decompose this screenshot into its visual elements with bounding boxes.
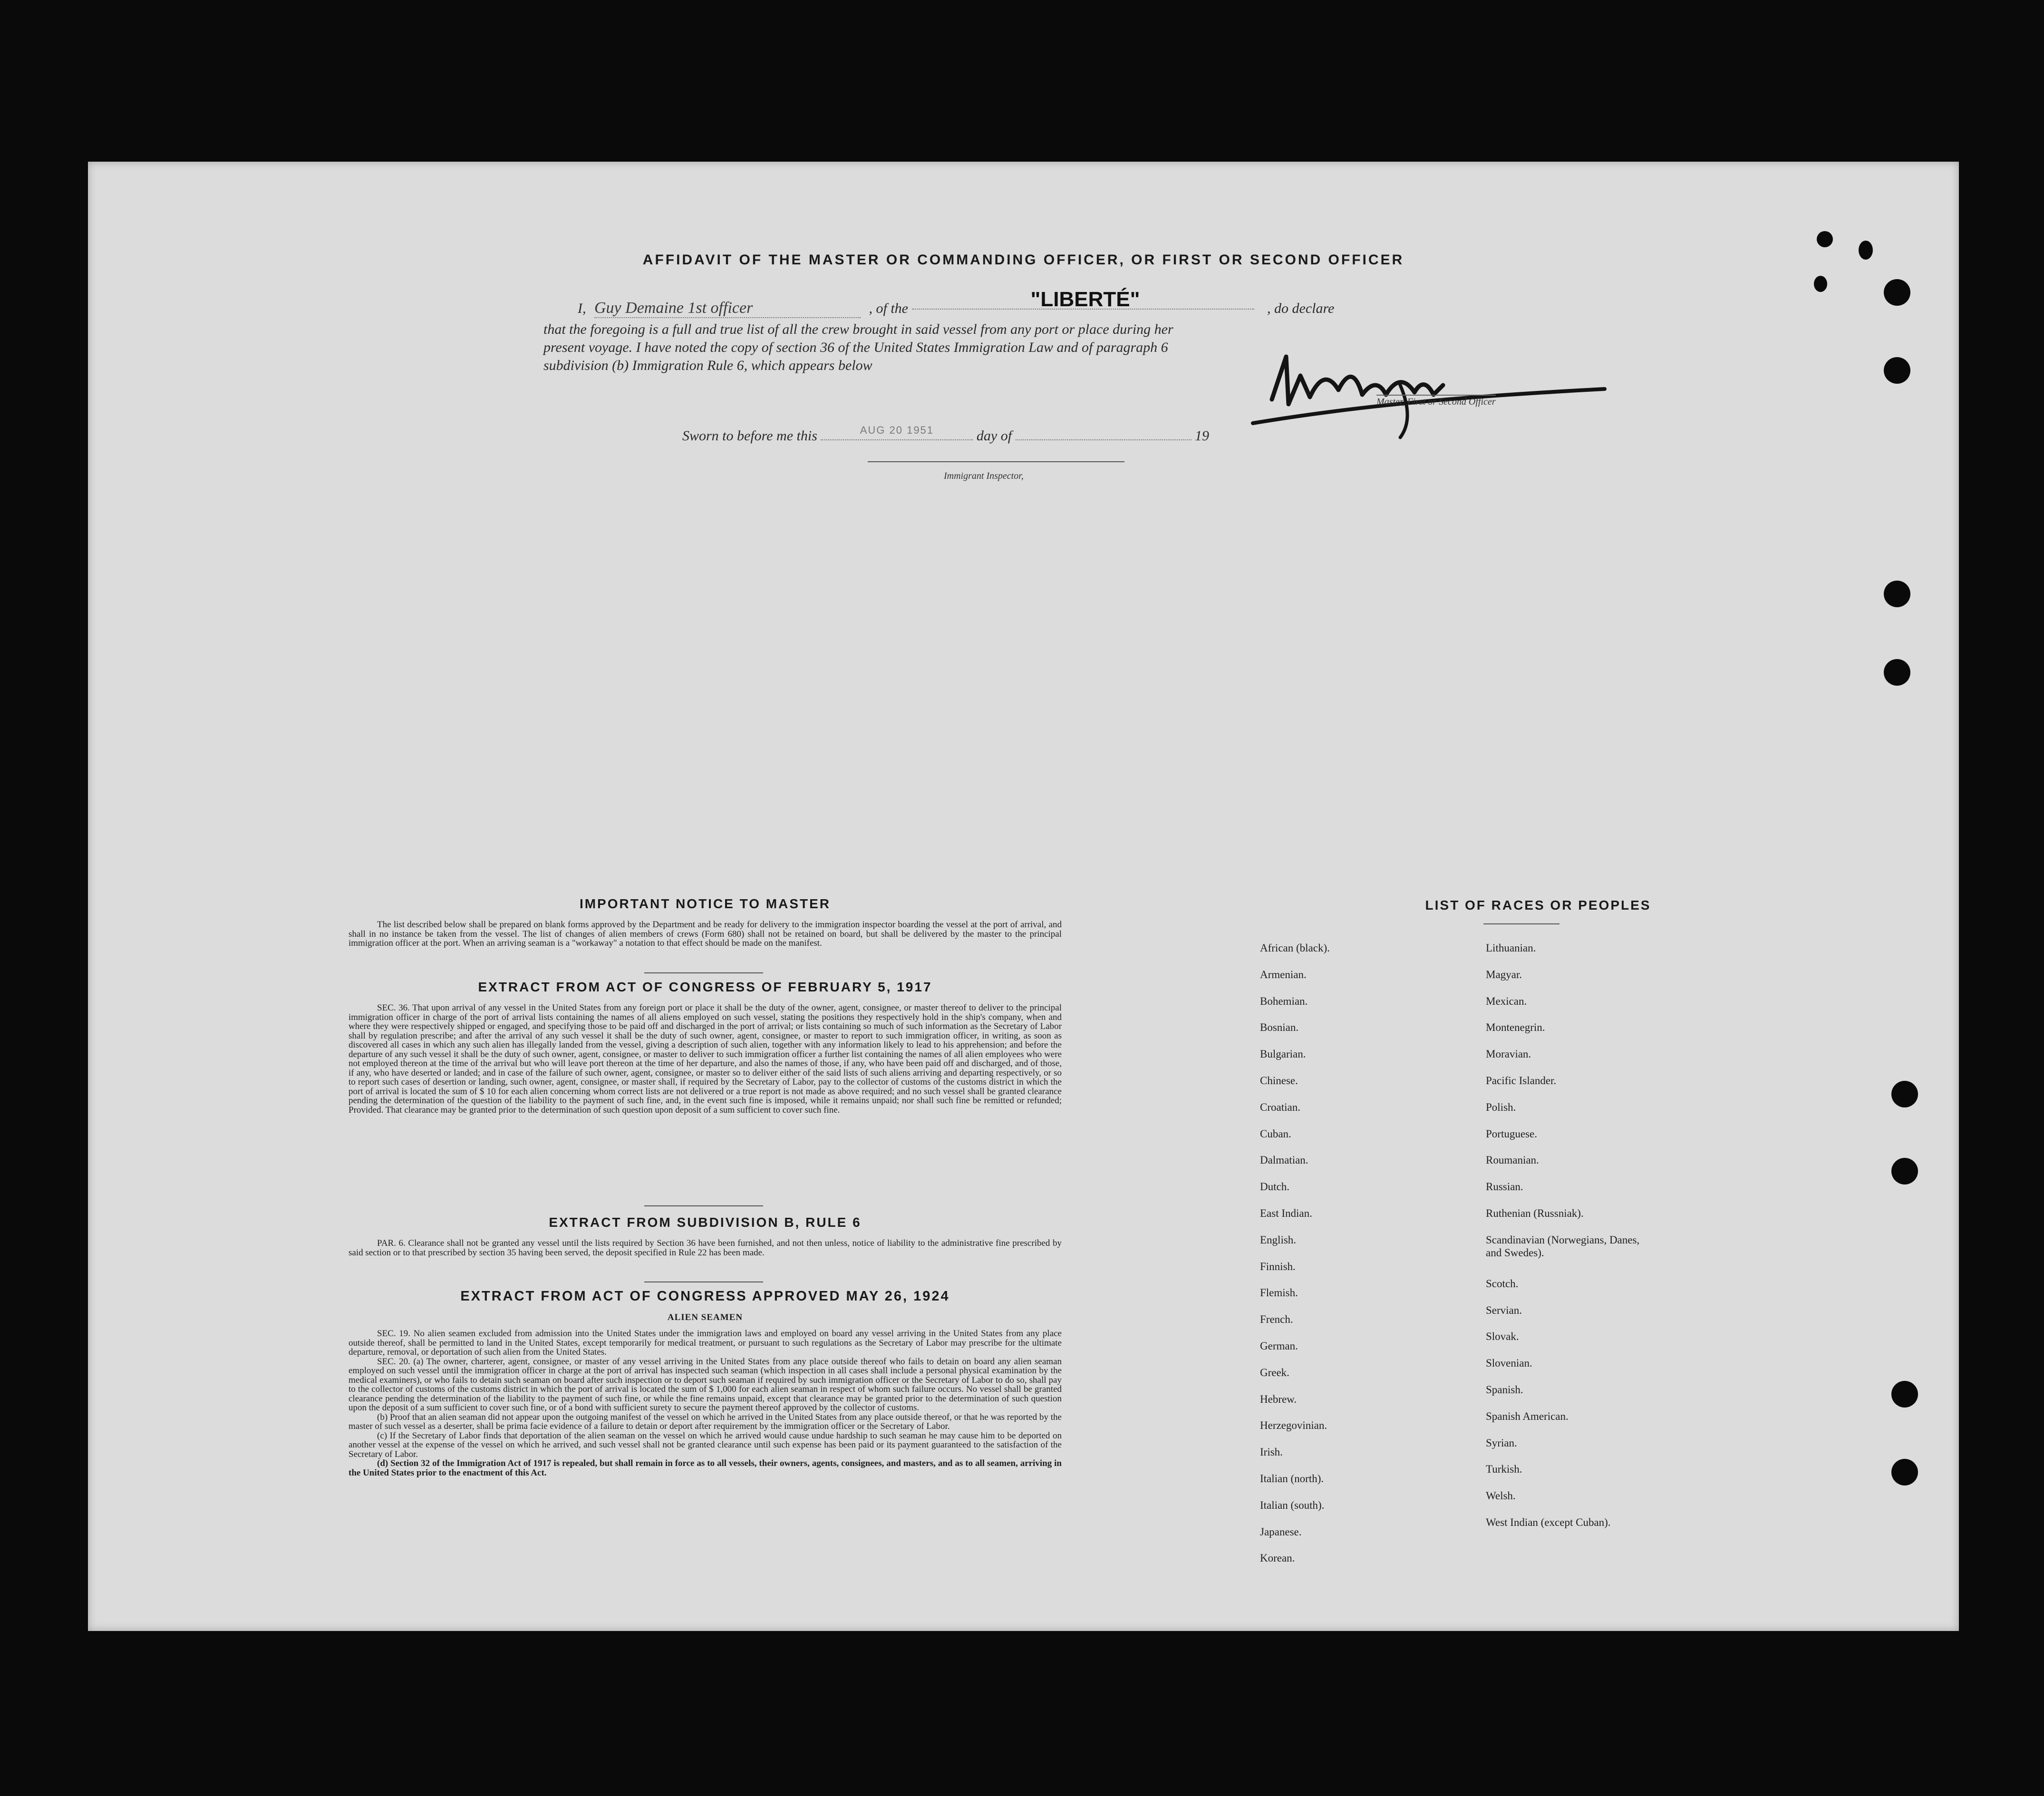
- punch-hole: [1884, 659, 1910, 686]
- punch-hole: [1814, 276, 1827, 292]
- extract-rule6-body: PAR. 6. Clearance shall not be granted any vessel until the lists required by Section 36 have been furnished, and not then unless, notice of liability to the administrative fine prescribed by said section or to that prescribed by section 35 having been served, the deposit specified in Rule 22 has been made.: [349, 1238, 1062, 1258]
- sec-19-paragraph: SEC. 19. No alien seamen excluded from admission into the United States under the immigration laws and employed on board any vessel arriving in the United States from any place outside thereof, shall be permitted to land in the United States, except temporarily for medical treatment, or pursuant to such regulations as the Secretary of Labor may prescribe for the ultimate departure, removal, or deportation of such alien from the United States.: [349, 1329, 1062, 1357]
- punch-hole: [1891, 1381, 1918, 1408]
- race-item: Chinese.: [1260, 1075, 1298, 1087]
- race-item: Spanish American.: [1486, 1410, 1569, 1422]
- affidavit-line4: subdivision (b) Immigration Rule 6, which appears below: [543, 358, 872, 373]
- race-item: Roumanian.: [1486, 1154, 1539, 1166]
- race-item: Scotch.: [1486, 1277, 1519, 1290]
- inspector-caption: Immigrant Inspector,: [944, 471, 1024, 481]
- race-item: Herzegovinian.: [1260, 1419, 1327, 1432]
- race-item: Slovak.: [1486, 1330, 1519, 1343]
- extract-rule6-title: EXTRACT FROM SUBDIVISION B, RULE 6: [549, 1215, 862, 1230]
- punch-hole: [1817, 231, 1833, 247]
- race-item: Spanish.: [1486, 1384, 1523, 1396]
- sec-20b-paragraph: (b) Proof that an alien seaman did not appear upon the outgoing manifest of the vessel on which he arrived in the United States from any place outside thereof, or that he was reported by the master of such vessel as a deserter, shall be prima facie evidence of a failure to detain or deport after requirement by the immigration officer or the Secretary of Labor.: [349, 1412, 1062, 1431]
- page-bottom-edge: [88, 1629, 1959, 1631]
- affidavit-line2: that the foregoing is a full and true list of all the crew brought in said vessel from any port or place during her: [543, 321, 1173, 337]
- race-item: Croatian.: [1260, 1101, 1300, 1113]
- month-blank: [1016, 439, 1192, 440]
- extract-1924-subtitle: ALIEN SEAMEN: [667, 1312, 743, 1322]
- race-item: Pacific Islander.: [1486, 1075, 1557, 1087]
- races-title: LIST OF RACES OR PEOPLES: [1425, 898, 1651, 913]
- race-item: Russian.: [1486, 1181, 1523, 1193]
- race-item: Bulgarian.: [1260, 1048, 1306, 1060]
- sec-20d-paragraph: (d) Section 32 of the Immigration Act of 1917 is repealed, but shall remain in force as to all vessels, their owners, agents, consignees, and masters, and as to all seamen, arriving in the United States prior to the enactment of this Act.: [349, 1458, 1062, 1478]
- race-item: Turkish.: [1486, 1463, 1522, 1476]
- race-item: Welsh.: [1486, 1490, 1516, 1502]
- race-item: Portuguese.: [1486, 1127, 1537, 1140]
- race-item: Italian (north).: [1260, 1473, 1324, 1485]
- race-item: Servian.: [1486, 1304, 1522, 1316]
- year-prefix: 19: [1195, 428, 1210, 444]
- race-item: Moravian.: [1486, 1048, 1531, 1060]
- race-item: English.: [1260, 1233, 1297, 1246]
- date-stamp: AUG 20 1951: [821, 421, 973, 440]
- sworn-line: [682, 424, 1395, 447]
- affidavit-title: AFFIDAVIT OF THE MASTER OR COMMANDING OFFICER, OR FIRST OR SECOND OFFICER: [642, 252, 1405, 268]
- of-the-text: , of the: [869, 301, 908, 316]
- race-item: Scandinavian (Norwegians, Danes, and Swedes).: [1486, 1233, 1640, 1259]
- extract-1917-body: SEC. 36. That upon arrival of any vessel in the United States from any foreign port or place it shall be the duty of the owner, agent, consignee, or master thereof to deliver to the principal immigration officer in charge of the port of arrival lists containing the names of all aliens employed on such vessel, stating the positions they respectively hold in the ship's company, when and where they were respectively shipped or engaged, and specifying those to be paid off and discharged in the port of arrival; or lists containing so much of such information as the Secretary of Labor shall by regulation prescribe; and after the arrival of any such vessel it shall be the duty of such owner, agent, consignee, or master to report to such immigration officer, in writing, as soon as discovered all cases in which any such alien has illegally landed from the vessel, giving a description of such alien, together with any information likely to lead to his apprehension; and before the departure of any such vessel it shall be the duty of such owner, agent, consignee, or master to deliver to such immigration officer a further list containing the names of all alien employees who were not employed thereon at the time of the arrival but who will leave port thereon at the time of her departure, and also the names of those, if any, who have been paid off and discharged, and of those, if any, who have deserted or landed; and in case of the failure of such owner, agent, consignee, or master so to deliver either of the said lists of such aliens arriving and departing respectively, or so to report such cases of desertion or landing, such owner, agent, consignee, or master shall, if required by the Secretary of Labor, pay to the collector of customs of the customs district in which the port of arrival is located the sum of $ 10 for each alien concerning whom correct lists are not delivered or a true report is not made as above required; and no such vessel shall be granted clearance pending the determination of the question of the liability to the payment of such fine, and, in the event such fine is imposed, while it remains unpaid; nor shall such fine be remitted or refunded; Provided. That clearance may be granted prior to the determination of such question upon deposit of a sum sufficient to cover such fine.: [349, 1003, 1062, 1115]
- race-item: Bosnian.: [1260, 1021, 1299, 1034]
- race-item: Japanese.: [1260, 1525, 1302, 1538]
- race-item: Irish.: [1260, 1446, 1283, 1458]
- signatory-caption: Master, First or Second Officer: [1376, 395, 1496, 408]
- race-item: Korean.: [1260, 1552, 1295, 1564]
- document-page: [88, 162, 1959, 1631]
- sec-20a-paragraph: SEC. 20. (a) The owner, charterer, agent, consignee, or master of any vessel arriving in the United States from any place outside thereof who fails to detain on board any alien seaman employed on such vessel until the immigration officer in charge at the port of arrival has inspected such seaman (which inspection in all cases shall include a personal physical examination by the medical examiners), or who fails to detain such seaman on board after such inspection or to deport such seaman if required by such immigration officer or the Secretary of Labor to do so, shall pay to the collector of customs of the customs district in which the port of arrival is located the sum of $ 1,000 for each alien seaman in respect of whom such failure occurs. No vessel shall be granted clearance pending the determination of the liability to the payment of such fine, or while the fine remains unpaid, except that clearance may be granted prior to the determination of such question upon the deposit of a sum sufficient to cover such fine, or of a bond with sufficient surety to secure the payment thereof approved by the collector of customs.: [349, 1356, 1062, 1413]
- race-item: Cuban.: [1260, 1127, 1291, 1140]
- race-item: Bohemian.: [1260, 995, 1308, 1007]
- race-item: Magyar.: [1486, 968, 1522, 981]
- race-item: Armenian.: [1260, 968, 1307, 981]
- inspector-signature-line: [868, 461, 1124, 462]
- punch-hole: [1891, 1158, 1918, 1184]
- punch-hole: [1891, 1459, 1918, 1485]
- race-item: Dutch.: [1260, 1181, 1289, 1193]
- do-declare-text: , do declare: [1267, 301, 1335, 316]
- divider: [644, 972, 763, 973]
- divider: [644, 1281, 763, 1282]
- extract-1924-body: [349, 1329, 1062, 1477]
- race-item: German.: [1260, 1340, 1298, 1352]
- extract-1924-title: EXTRACT FROM ACT OF CONGRESS APPROVED MAY 26, 1924: [460, 1289, 950, 1304]
- race-item: African (black).: [1260, 942, 1330, 954]
- race-item: Ruthenian (Russniak).: [1486, 1207, 1584, 1219]
- punch-hole: [1884, 279, 1910, 306]
- affidavit-pronoun: I,: [578, 301, 586, 316]
- punch-hole: [1884, 357, 1910, 384]
- race-item: French.: [1260, 1313, 1293, 1326]
- extract-1917-title: EXTRACT FROM ACT OF CONGRESS OF FEBRUARY 5, 1917: [478, 980, 932, 994]
- race-item: Montenegrin.: [1486, 1021, 1545, 1034]
- notice-body: The list described below shall be prepared on blank forms approved by the Department and be ready for delivery to the immigration inspector boarding the vessel at the port of arrival, and shall in no instance be taken from the vessel. The list of changes of alien members of crews (Form 680) shall not be retained on board, but shall be delivered by the master to the principal immigration officer at the port. When an arriving seaman is a "workaway" a notation to that effect should be made on the manifest.: [349, 920, 1062, 948]
- notice-title: IMPORTANT NOTICE TO MASTER: [579, 896, 831, 911]
- divider: [1483, 923, 1560, 924]
- race-item: East Indian.: [1260, 1207, 1312, 1219]
- sworn-prefix: Sworn to before me this: [682, 428, 817, 444]
- race-item: Italian (south).: [1260, 1499, 1325, 1511]
- race-item: Flemish.: [1260, 1287, 1298, 1299]
- race-item: Dalmatian.: [1260, 1154, 1308, 1166]
- vessel-name: "LIBERTÉ": [912, 291, 1254, 310]
- day-of-text: day of: [976, 428, 1012, 444]
- sec-20c-paragraph: (c) If the Secretary of Labor finds that deportation of the alien seaman on the vessel on which he arrived would cause undue hardship to such seaman he may cause him to be deported on another vessel at the expense of the vessel on which he arrived, and such vessel shall not be granted clearance until such expense has been paid or its payment guaranteed to the satisfaction of the Secretary of Labor.: [349, 1430, 1062, 1459]
- race-item: Hebrew.: [1260, 1393, 1297, 1405]
- affidavit-line1: [559, 288, 1533, 318]
- race-item: Lithuanian.: [1486, 942, 1536, 954]
- race-item: Slovenian.: [1486, 1357, 1532, 1369]
- officer-name-handwritten: Guy Demaine 1st officer: [594, 299, 861, 318]
- affidavit-line3: present voyage. I have noted the copy of section 36 of the United States Immigration Law and of paragraph 6: [543, 340, 1168, 355]
- race-item: Greek.: [1260, 1366, 1289, 1379]
- race-item: West Indian (except Cuban).: [1486, 1516, 1611, 1528]
- race-item: Finnish.: [1260, 1260, 1296, 1272]
- punch-hole: [1884, 581, 1910, 607]
- divider: [644, 1205, 763, 1206]
- punch-hole: [1891, 1081, 1918, 1107]
- race-item: Syrian.: [1486, 1437, 1517, 1449]
- race-item: Mexican.: [1486, 995, 1527, 1007]
- race-item: Polish.: [1486, 1101, 1516, 1113]
